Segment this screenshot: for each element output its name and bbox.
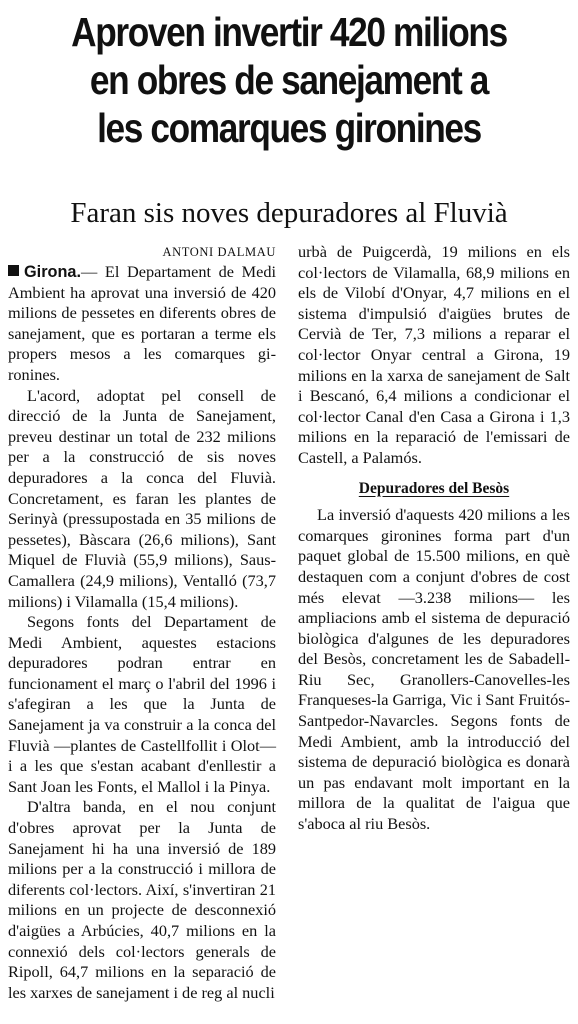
section-title: Depuradores del Besòs	[358, 479, 510, 497]
square-bullet-icon	[8, 265, 19, 276]
headline-line: en obres de sanejament a	[89, 57, 489, 103]
byline: ANTONI DALMAU	[162, 245, 276, 259]
headline	[46, 8, 533, 152]
body-paragraph: D'altra banda, en el nou conjunt d'obres aprovat per la Junta de Sanejament hi ha una inversió de 189 milions per a la construcció i millora de diferents col·lectors. Així, s'invertiran 21 milions en un projecte de desconnexió d'aigües a Arbúcies, 40,7 milions en la connexió dels col·lectors generals de Ripoll, 64,7 milions en la separació de les xarxes de sanejament i de reg al nucli	[8, 797, 276, 1002]
place-dateline: Girona.	[24, 263, 81, 281]
lead-paragraph-text: — El Departament de Medi Ambient ha aprovat una inversió de 420 milions de pessetes en diferents obres de sanejament, que es portaran a terme els propers mesos a les comarques gironines.	[8, 262, 276, 384]
subheadline: Faran sis noves depuradores al Fluvià	[70, 197, 508, 229]
body-paragraph-continued: urbà de Puigcerdà, 19 milions en els col·lectors de Vilamalla, 68,9 milions en els de Vilobí d'Onyar, 4,7 milions en el sistema d'impulsió d'aigües brutes de Cervià de Ter, 7,3 milions a reparar el col·lector Onyar central a Girona, 19 milions en la xarxa de sanejament de Salt i Bescanó, 6,4 milions a condicionar el col·lector Canal d'en Casa a Girona i 1,3 milions en la reparació de l'emissari de Castell, a Palamós.	[298, 242, 570, 467]
headline-line: les comarques gironines	[97, 105, 481, 151]
lead-paragraph	[8, 262, 276, 386]
body-paragraph: L'acord, adoptat pel consell de direcció de la Junta de Sanejament, preveu destinar un total de 232 milions per a la construcció de sis noves depuradores a la conca del Fluvià. Concretament, es faran les plantes de Serinyà (pressupostada en 35 milions de pessetes), Bàscara (26,6 milions), Sant Miquel de Fluvià (55,9 milions), Saus-Camallera (24,9 milions), Ventalló (73,7 milions) i Vilamalla (15,4 milions).	[8, 385, 276, 611]
article-column-left	[8, 242, 276, 1003]
body-paragraph: La inversió d'aquests 420 milions a les comarques gironines forma part d'un paquet global de 15.500 milions, en què destaquen com a conjunt d'obres de cost més elevat —3.238 milions— les ampliacions amb el sistema de depuració biològica d'algunes de les depuradores del Besòs, concretament les de Sabadell-Riu Sec, Granollers-Canovelles-les Franqueses-la Garriga, Vic i Sant Fruitós-Santpedor-Navarcles. Segons fonts de Medi Ambient, amb la introducció del sistema de depuració biològica es donarà un pas endavant molt important en la millora de la qualitat de l'aigua que s'aboca al riu Besòs.	[298, 505, 570, 834]
body-paragraph: Segons fonts del Departament de Medi Ambient, aquestes estacions depuradores podran entrar en funcionament el març o l'abril del 1996 i s'afegiran a les que la Junta de Sanejament ja va construir a la conca del Fluvià —plantes de Castellfollit i Olot— i a les que s'estan acabant d'enllestir a Sant Joan les Fonts, el Mallol i la Pinya.	[8, 612, 276, 796]
article-column-right	[298, 242, 570, 835]
headline-line: Aproven invertir 420 milions	[71, 9, 507, 55]
